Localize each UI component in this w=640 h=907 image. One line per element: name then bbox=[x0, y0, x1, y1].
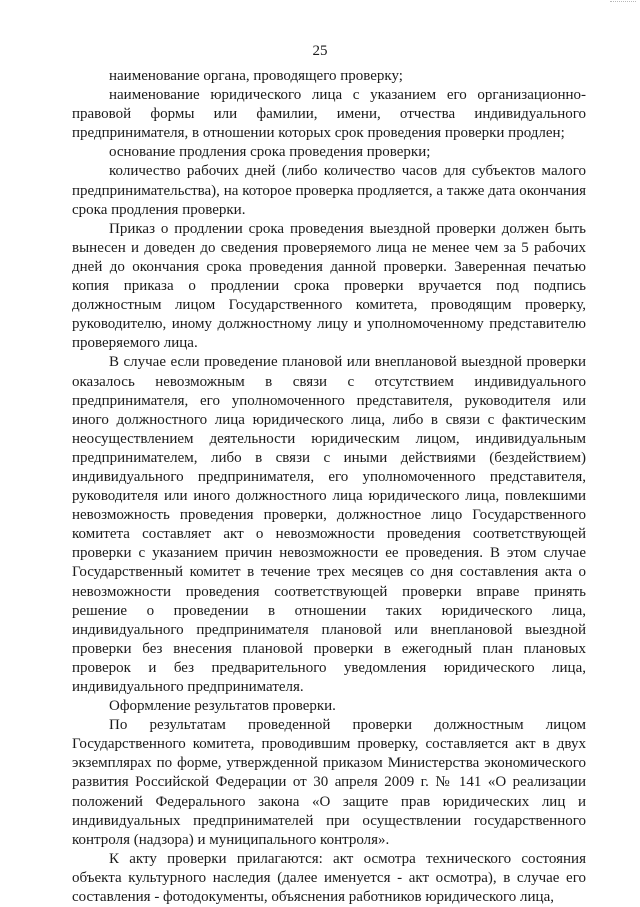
paragraph-inspection-body-name: наименование органа, проводящего проверку; bbox=[109, 68, 403, 84]
paragraph-working-days: количество рабочих дней (либо количество часов для субъектов малого предпринимательства), на которое проверка продляется, а также дата окончания срока продления проверки. bbox=[72, 163, 586, 218]
paragraph-act-attachments: К акту проверки прилагаются: акт осмотра технического состояния объекта культурного наследия (далее именуется - акт осмотра), в случае его составления - фотодокументы, объяснения работников юридического лица, bbox=[72, 850, 586, 906]
paragraph-results-heading: Оформление результатов проверки. bbox=[109, 698, 336, 715]
document-body bbox=[72, 67, 586, 907]
scan-artifact-mark bbox=[610, 1, 636, 5]
paragraph-impossibility-act: В случае если проведение плановой или внеплановой выездной проверки оказалось невозможным в связи с отсутствием индивидуального предпринимателя, его уполномоченного представителя, руководителя или иного должностного лица юридического лица, либо в связи с фактическим неосуществлением деятельности юридическим лицом, индивидуальным предпринимателем, либо в связи с иными действиями (бездействием) индивидуального предпринимателя, его уполномоченного представителя, руководителя или иного должностного лица юридического лица, повлекшими невозможность проведения проверки, должностное лицо Государственного комитета составляет акт о невозможности проведения соответствующей проверки с указанием причин невозможности ее проведения. В этом случае Государственный комитет в течение трех месяцев со дня составления акта о невозможности проведения соответствующей проверки вправе принять решение о проведении в отношении таких юридического лица, индивидуального предпринимателя плановой или внеплановой выездной проверки без внесения плановой проверки в ежегодный план плановых проверок и без предварительного уведомления юридического лица, индивидуального предпринимателя. bbox=[72, 354, 586, 695]
page-number: 25 bbox=[312, 43, 328, 59]
paragraph-extension-order: Приказ о продлении срока проведения выездной проверки должен быть вынесен и доведен до сведения проверяемого лица не менее чем за 5 рабочих дней до окончания срока проведения данной проверки. Заверенная печатью копия приказа о продлении срока проверки вручается под подпись должностным лицом Государственного комитета, проводящим проверку, руководителю, иному должностному лицу и уполномоченному представителю проверяемого лица. bbox=[72, 220, 586, 352]
paragraph-extension-grounds: основание продления срока проведения проверки; bbox=[109, 144, 431, 161]
paragraph-legal-entity-name: наименование юридического лица с указанием его организационно-правовой формы или фамилии, имени, отчества индивидуального предпринимателя, в отношении которых срок проведения проверки продлен; bbox=[72, 87, 586, 142]
paragraph-inspection-act: По результатам проведенной проверки должностным лицом Государственного комитета, проводившим проверку, составляется акт в двух экземплярах по форме, утвержденной приказом Министерства экономического развития Российской Федерации от 30 апреля 2009 г. № 141 «О реализации положений Федерального закона «О защите прав юридических лиц и индивидуальных предпринимателей при осуществлении государственного контроля (надзора) и муниципального контроля». bbox=[72, 717, 586, 848]
